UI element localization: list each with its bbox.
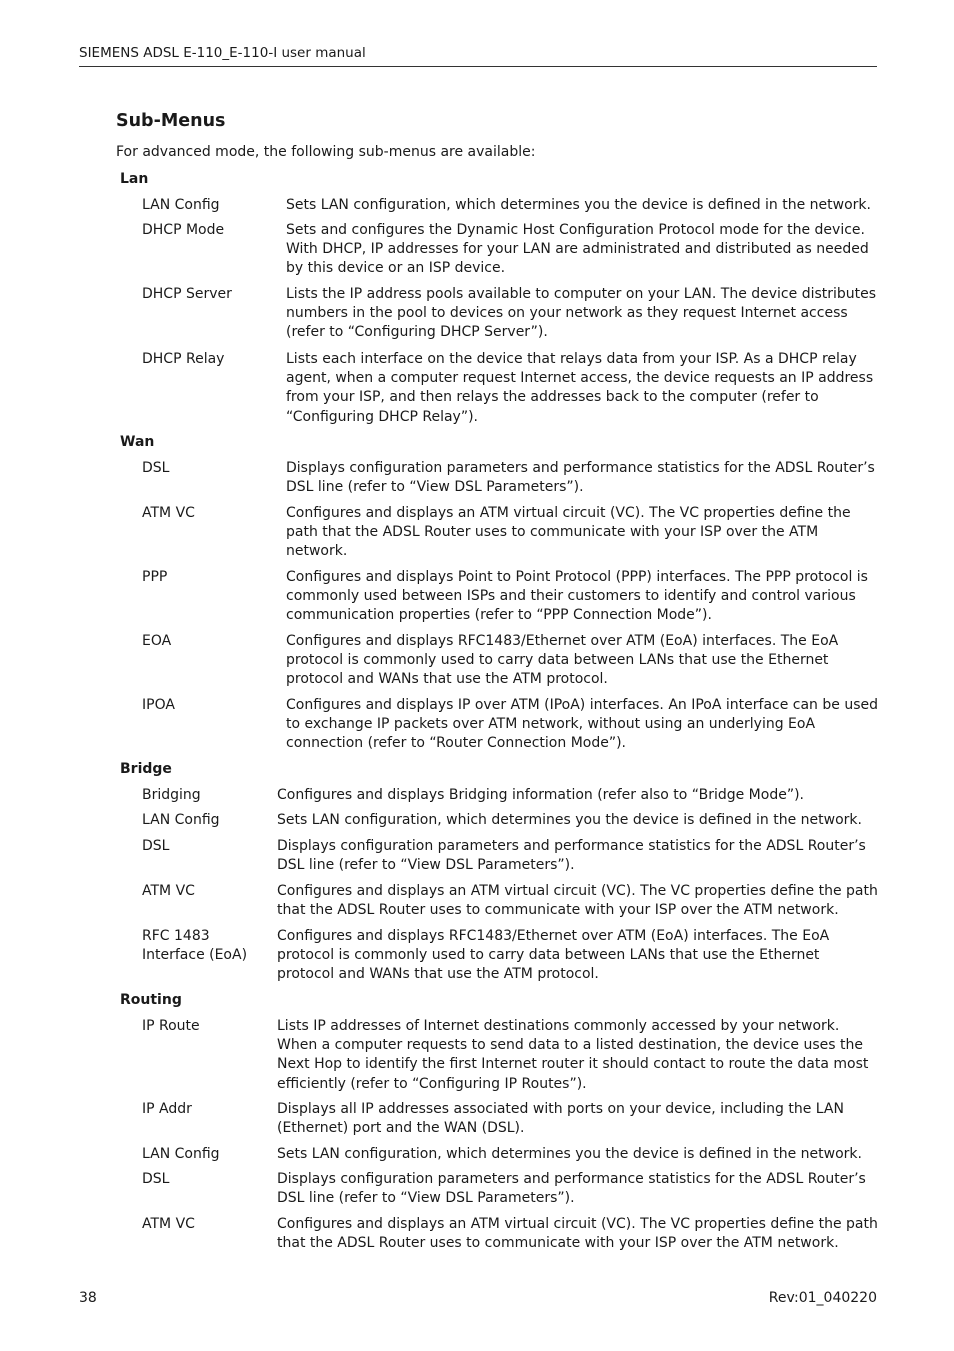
- menu-term: DHCP Relay: [142, 351, 225, 367]
- menu-term: Bridging: [142, 787, 201, 803]
- menu-description: Configures and displays Point to Point Protocol (PPP) interfaces. The PPP protocol is commonly used between ISPs and their customers to identify and control various communication properties (refer to “PPP Connection Mode”).: [286, 569, 868, 624]
- menu-description: Configures and displays RFC1483/Ethernet over ATM (EoA) interfaces. The EoA protocol is commonly used to carry data between LANs that use the Ethernet protocol and WANs that use the ATM protocol.: [286, 633, 839, 688]
- menu-description: Sets LAN configuration, which determines you the device is defined in the network.: [277, 812, 862, 828]
- menu-description: Displays configuration parameters and performance statistics for the ADSL Router’s DSL line (refer to “View DSL Parameters”).: [286, 460, 875, 496]
- menu-description: Sets LAN configuration, which determines you the device is defined in the network.: [277, 1146, 862, 1162]
- menu-term: DHCP Mode: [142, 222, 225, 238]
- menu-term: DSL: [142, 838, 170, 854]
- menu-term: LAN Config: [142, 812, 220, 828]
- menu-term: LAN Config: [142, 1146, 220, 1162]
- menu-term: EOA: [142, 633, 172, 649]
- section-title: Sub-Menus: [116, 111, 226, 131]
- menu-description: Configures and displays RFC1483/Ethernet over ATM (EoA) interfaces. The EoA protocol is commonly used to carry data between LANs that use the Ethernet protocol and WANs that use the ATM protocol.: [277, 928, 830, 983]
- menu-description: Configures and displays an ATM virtual circuit (VC). The VC properties define the path that the ADSL Router uses to communicate with your ISP over the ATM network.: [277, 1216, 878, 1252]
- menu-term: PPP: [142, 569, 168, 585]
- menu-term: DSL: [142, 1171, 170, 1187]
- running-header: SIEMENS ADSL E-110_E-110-I user manual: [79, 45, 366, 61]
- menu-term: IP Route: [142, 1018, 200, 1034]
- intro-text: For advanced mode, the following sub-menus are available:: [116, 144, 536, 160]
- menu-description: Lists IP addresses of Internet destinations commonly accessed by your network. When a computer requests to send data to a listed destination, the device uses the Next Hop to identify the first Internet router it should contact to route the data most efficiently (refer to “Configuring IP Routes”).: [277, 1018, 869, 1092]
- menu-description: Configures and displays an ATM virtual circuit (VC). The VC properties define the path that the ADSL Router uses to communicate with your ISP over the ATM network.: [286, 505, 851, 560]
- menu-description: Displays all IP addresses associated with ports on your device, including the LAN (Ethernet) port and the WAN (DSL).: [277, 1101, 844, 1137]
- menu-term: LAN Config: [142, 197, 220, 213]
- menu-description: Configures and displays an ATM virtual circuit (VC). The VC properties define the path that the ADSL Router uses to communicate with your ISP over the ATM network.: [277, 883, 878, 919]
- menu-term: DSL: [142, 460, 170, 476]
- menu-term: RFC 1483 Interface (EoA): [142, 928, 248, 964]
- menu-term: ATM VC: [142, 1216, 195, 1232]
- section-heading-bridge: Bridge: [120, 761, 172, 777]
- menu-term: ATM VC: [142, 883, 195, 899]
- menu-description: Configures and displays Bridging information (refer also to “Bridge Mode”).: [277, 787, 804, 803]
- menu-description: Sets and configures the Dynamic Host Configuration Protocol mode for the device. With DHCP, IP addresses for your LAN are administrated and distributed as needed by this device or an ISP device.: [286, 222, 869, 277]
- section-heading-lan: Lan: [120, 171, 149, 187]
- menu-description: Lists the IP address pools available to computer on your LAN. The device distributes numbers in the pool to devices on your network as they request Internet access (refer to “Configuring DHCP Server”).: [286, 286, 877, 341]
- menu-description: Lists each interface on the device that relays data from your ISP. As a DHCP relay agent, when a computer request Internet access, the device requests an IP address from your ISP, and then relays the addresses back to the computer (refer to “Configuring DHCP Relay”).: [286, 351, 874, 425]
- menu-description: Displays configuration parameters and performance statistics for the ADSL Router’s DSL line (refer to “View DSL Parameters”).: [277, 1171, 866, 1207]
- menu-description: Sets LAN configuration, which determines you the device is defined in the network.: [286, 197, 871, 213]
- page-number: 38: [79, 1290, 97, 1306]
- menu-term: IPOA: [142, 697, 175, 713]
- revision-label: Rev:01_040220: [768, 1290, 877, 1306]
- menu-term: DHCP Server: [142, 286, 232, 302]
- menu-description: Configures and displays IP over ATM (IPoA) interfaces. An IPoA interface can be used to exchange IP packets over ATM network, without using an underlying EoA connection (refer to “Router Connection Mode”).: [286, 697, 878, 752]
- menu-term: ATM VC: [142, 505, 195, 521]
- menu-term: IP Addr: [142, 1101, 192, 1117]
- menu-description: Displays configuration parameters and performance statistics for the ADSL Router’s DSL line (refer to “View DSL Parameters”).: [277, 838, 866, 874]
- section-heading-wan: Wan: [120, 434, 155, 450]
- header-rule: [79, 66, 877, 67]
- section-heading-routing: Routing: [120, 992, 182, 1008]
